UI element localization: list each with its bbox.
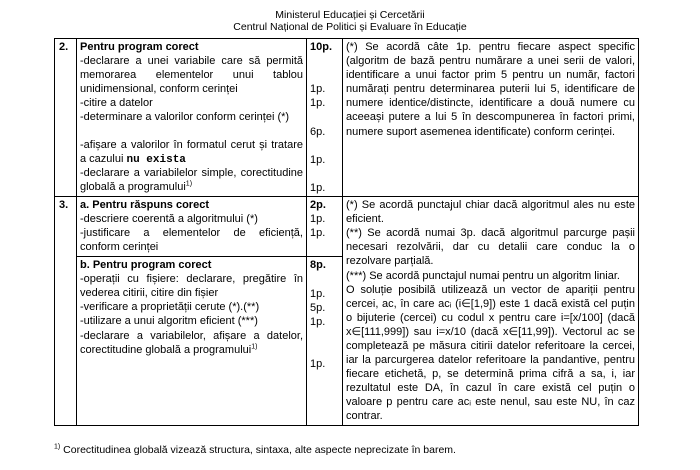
footnote-text: Corectitudinea globală vizează structura, sintaxa, alte aspecte neprecizate în barem. [60, 444, 456, 456]
header-center: Centrul Național de Politici și Evaluare în Educație [233, 21, 467, 33]
section-title: a. Pentru răspuns corect [80, 199, 209, 212]
grading-table [54, 38, 639, 426]
code-text: nu exista [126, 154, 186, 167]
table-row-3 [55, 197, 639, 426]
footnote-marker: 1) [54, 443, 61, 451]
points-value: 1p. [310, 358, 326, 371]
observation-text: O soluție posibilă utilizează un vector de apariții pentru cercei, ac, în care acᵢ (i∈[1,9]) este 1 dacă există cel puțin o bijuterie (cercei) cu codul x pentru care i=[x/100] (dacă x∈[111,999]) sau i=x/10 (dacă x∈[11,99]). Vectorul ac se completează pe măsura citirii datelor referitoare la cercei, iar la parcurgerea datelor referitoare la pandantive, pentru fiecare etichetă, p, se determină prima cifră a sa, i, iar rezultatul este DA, în cazul în care există cel puțin o valoare p pentru care acᵢ este nenul, sau este NU, în caz contrar. [346, 283, 635, 423]
observation-text: (***) Se acordă punctajul numai pentru un algoritm liniar. [346, 269, 620, 282]
header-ministry: Ministerul Educației și Cercetării [275, 9, 425, 21]
points-value: 5p. [310, 301, 326, 314]
criterion-item: -declarare a unei variabile care să permită memorarea elementelor unui tablou unidimensional, conform cerinței [80, 55, 303, 96]
observation-text: (**) Se acordă numai 3p. dacă algoritmul parcurge pașii necesari rezolvării, dar cu detalii care conduc la o rezolvare parțială. [346, 227, 635, 268]
points-total: 8p. [310, 259, 326, 272]
criterion-item: -verificare a proprietății cerute (*).(**) [80, 301, 260, 314]
observation-text: (*) Se acordă punctajul chiar dacă algoritmul ales nu este eficient. [346, 199, 635, 226]
footnote [54, 444, 456, 456]
points-value: 1p. [310, 97, 326, 110]
criterion-item: -determinare a valorilor conform cerinței (*) [80, 111, 290, 124]
table-row-2 [55, 39, 639, 197]
points-value: 6p. [310, 125, 326, 138]
criterion-item: -operații cu fișiere: declarare, pregătire în vederea citirii, citire din fișier [80, 273, 303, 300]
points-value: 1p. [310, 287, 326, 300]
points-cell [307, 197, 343, 426]
observation-cell: (*) Se acordă câte 1p. pentru fiecare aspect specific (algoritm de bază pentru numărare a unei serii de valori, identificare a unui factor prim 5 pentru un număr, factori numărați pentru determinarea puterii lui 5, identificare de numere identice/distincte, identificare a două numere cu aceeași putere a lui 5 în descompunerea în factori primi, numere suport asemenea identificate) conform cerinței. [343, 39, 639, 197]
points-value: 1p. [310, 181, 326, 194]
criterion-item: -justificare a elementelor de eficiență, conform cerinței [80, 227, 303, 254]
points-value: 1p. [310, 315, 326, 328]
criteria-cell [77, 39, 307, 197]
criterion-item: -declarare a variabilelor, afișare a datelor, corectitudine globală a programului$^{1)}$ [80, 329, 303, 356]
criterion-item: -descriere coerentă a algoritmului (*) [80, 213, 258, 226]
criterion-item: -declarare a variabilelor simple, corectitudine globală a programului$^{1)}$ [80, 167, 303, 194]
points-total: 2p. [310, 199, 326, 212]
row-number: 2. [55, 39, 77, 197]
criterion-item: -afișare a valorilor în formatul cerut și tratare a cazului nu exista [80, 139, 303, 167]
section-title: Pentru program corect [80, 41, 199, 53]
observation-cell [343, 197, 639, 426]
section-title: b. Pentru program corect [80, 259, 212, 272]
row-number: 3. [55, 197, 77, 426]
criteria-cell [77, 197, 307, 426]
points-cell [307, 39, 343, 197]
criterion-item: -citire a datelor [80, 97, 153, 110]
points-value: 1p. [310, 153, 326, 166]
criterion-item: -utilizare a unui algoritm eficient (***) [80, 315, 258, 328]
points-value: 1p. [310, 227, 326, 240]
points-value: 1p. [310, 213, 326, 226]
points-value: 1p. [310, 83, 326, 96]
points-total: 10p. [310, 41, 333, 53]
